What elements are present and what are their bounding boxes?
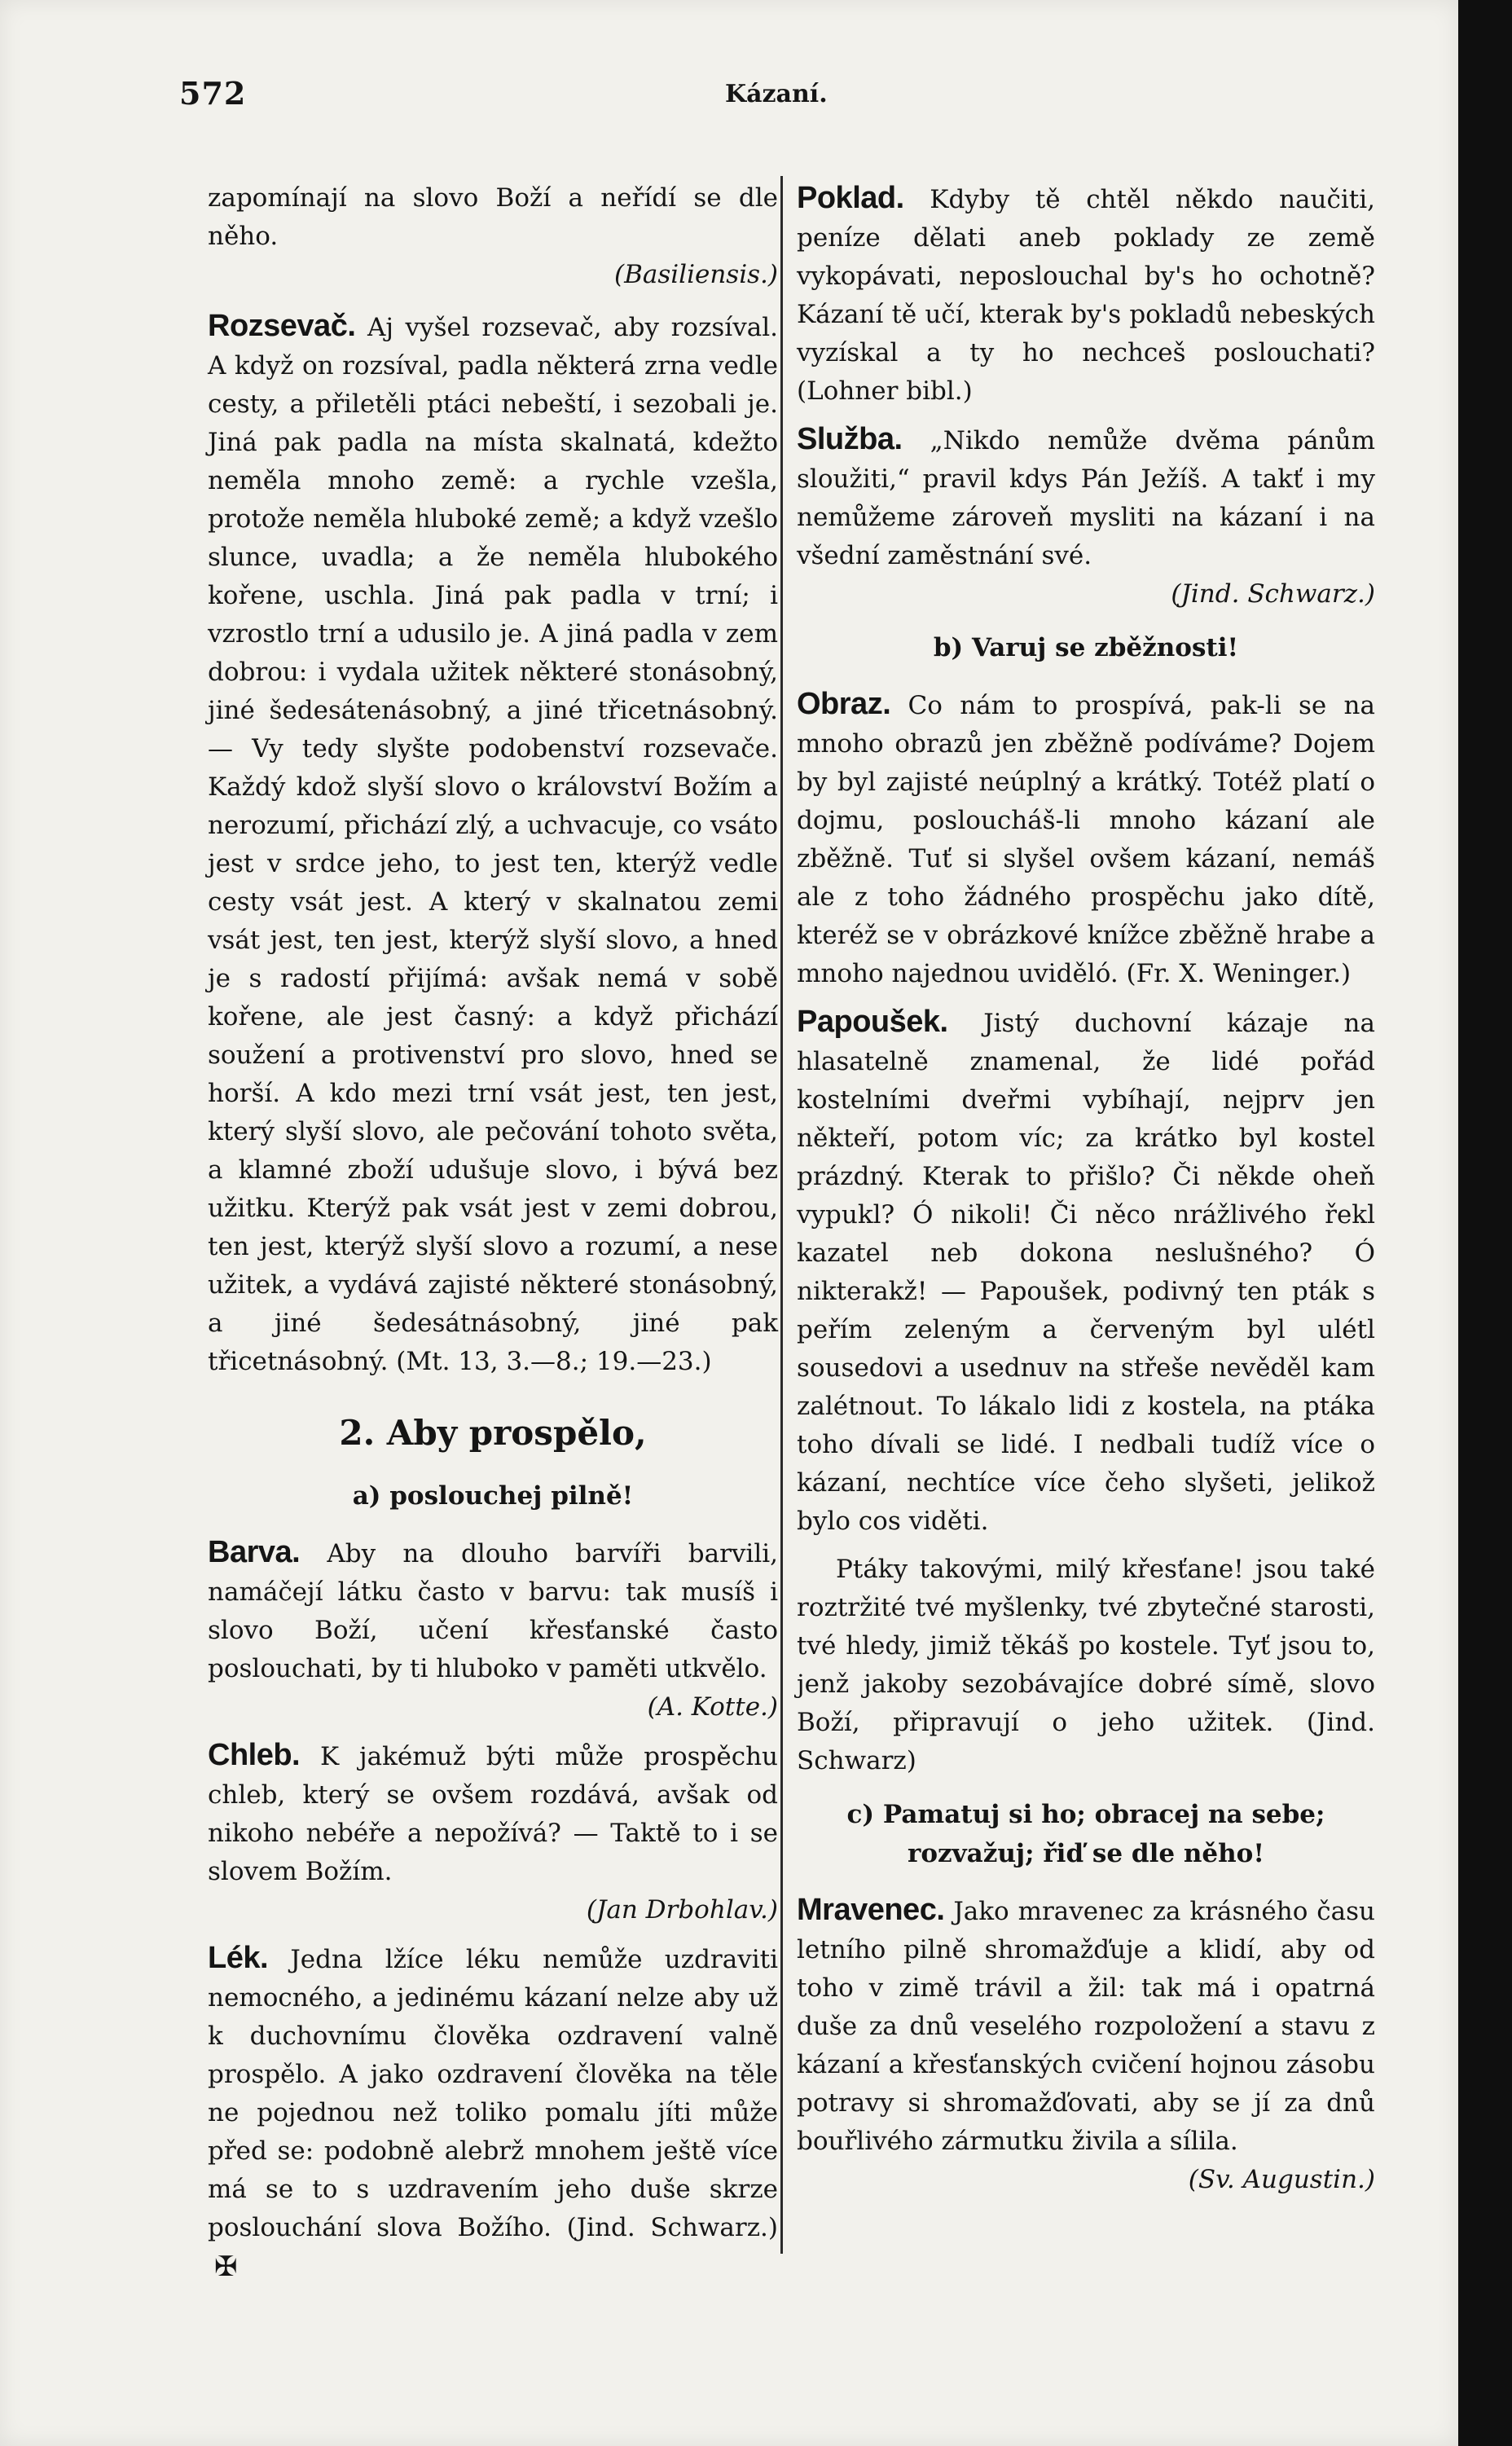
right-column: [797, 179, 1375, 2209]
headword-rozsevac: Rozsevač.: [208, 309, 356, 343]
printer-ornament-icon: ✠: [214, 2250, 238, 2283]
subheading-c: c) Pamatuj si ho; obracej na sebe; rozvažuj; řiď se dle něho!: [846, 1800, 1325, 1868]
entry-mravenec: [797, 1891, 1375, 2199]
entry-chleb: [208, 1736, 778, 1929]
page-number: 572: [179, 75, 247, 112]
entry-text-poklad: Kdyby tě chtěl někdo naučiti, peníze dělati aneb poklady ze země vykopávati, neposlouchal by's ho ochotně? Kázaní tě učí, kterak by's pokladů nebeských vyzískal a ty ho nechceš poslouchati?: [797, 185, 1375, 367]
headword-mravenec: Mravenec.: [797, 1893, 945, 1927]
subheading-b: b) Varuj se zběžnosti!: [933, 633, 1239, 662]
entry-source-mravenec: (Sv. Augustin.): [1188, 2165, 1375, 2194]
entry-source-lek: (Jind. Schwarz.): [566, 2213, 779, 2242]
entry-text-ptaky: Ptáky takovými, milý křesťane! jsou také roztržité tvé myšlenky, tvé zbytečné starosti, tvé hledy, jimiž těkáš po kostele. Tyť jsou to, jenž jakoby sezobávajíce dobré símě, slovo Boží, připravují o jeho užitek.: [797, 1555, 1375, 1737]
entry-obraz: [797, 685, 1375, 993]
entry-sluzba: [797, 420, 1375, 614]
headword-chleb: Chleb.: [208, 1738, 301, 1772]
entry-text-lek: Jedna lžíce léku nemůže uzdraviti nemocného, a jedinému kázaní nelze aby už k duchovnímu člověka ozdravení valně prospělo. A jako ozdravení člověka na těle ne pojednou než toliko pomalu jíti může před se: podobně alebrž mnohem ještě více má se to s uzdravením jeho duše skrze poslouchání slova Božího.: [208, 1945, 779, 2242]
entry-text-mravenec: Jako mravenec za krásného času letního pilně shromažďuje a klidí, aby od toho v zimě trávil a žil: tak má i opatrná duše za dnů veselého rozpoložení a stavu z kázaní a křesťanských cvičení hojnou zásobu potravy si shromažďovati, aby se jí za dnů bouřlivého zármutku živila a sílila.: [797, 1897, 1376, 2156]
entry-text-papousek: Jistý duchovní kázaje na hlasatelně znamenal, že lidé pořád kostelními dveřmi vybíhají, nejprv jen někteří, potom víc; za krátko byl kostel prázdný. Kterak to přišlo? Či někde oheň vypukl? Ó nikoli! Či něco nrážlivého řekl kazatel neb dokona neslušného? Ó nikterakž! — Papoušek, podivný ten pták s peřím zeleným a červeným byl ulétl sousedovi a usednuv na střeše nevěděl kam zalétnout. To lákalo lidi z kostela, na ptáka toho dívali se lidé. I nedbali tudíž více o kázaní, nechtíce více čeho slyšeti, jelikož bylo cos viděti.: [797, 1009, 1376, 1536]
entry-text-obraz: Co nám to prospívá, pak-li se na mnoho obrazů jen zběžně podíváme? Dojem by byl zajisté neúplný a krátký. Totéž platí o dojmu, posloucháš-li mnoho kázaní ale zběžně. Tuť si slyšel ovšem kázaní, nemáš ale z toho žádného prospěchu jako dítě, kteréž se v obrázkové knížce zběžně hrabe a mnoho najednou uviděló.: [797, 691, 1376, 988]
entry-lek: [208, 1939, 778, 2286]
continuation-paragraph: [208, 179, 778, 294]
subheading-a: a) poslouchej pilně!: [352, 1481, 634, 1511]
entry-source-chleb: (Jan Drbohlav.): [586, 1895, 778, 1925]
headword-sluzba: Služba.: [797, 422, 903, 456]
entry-poklad: [797, 179, 1375, 411]
continuation-text: zapomínají na slovo Boží a neřídí se dle něho.: [208, 183, 778, 251]
entry-text-sluzba: „Nikdo nemůže dvěma pánům sloužiti,“ pravil kdys Pán Ježíš. A takť i my nemůžeme zároveň mysliti na kázaní i na všední zaměstnání své.: [797, 426, 1375, 570]
column-separator: [780, 176, 783, 2254]
headword-lek: Lék.: [208, 1941, 269, 1975]
left-column: [208, 179, 778, 2296]
dark-page-edge: [1458, 0, 1512, 2446]
entry-text-barva: Aby na dlouho barvíři barvili, namáčejí látku často v barvu: tak musíš i slovo Boží, učení křesťanské často poslouchati, by ti hluboko v paměti utkvělo.: [208, 1539, 779, 1683]
entry-rozsevac: [208, 307, 778, 1381]
entry-papousek: [797, 1003, 1375, 1541]
headword-papousek: Papoušek.: [797, 1005, 948, 1039]
entry-source-ptaky: (Jind. Schwarz): [797, 1708, 1375, 1775]
headword-barva: Barva.: [208, 1535, 301, 1569]
section-title: 2. Aby prospělo,: [339, 1413, 647, 1453]
headword-obraz: Obraz.: [797, 687, 891, 721]
running-head: Kázaní.: [725, 80, 828, 108]
entry-ptaky: [797, 1551, 1375, 1780]
entry-source-barva: (A. Kotte.): [647, 1692, 778, 1722]
entry-source-obraz: (Fr. X. Weninger.): [1126, 959, 1352, 988]
entry-text-rozsevac: Aj vyšel rozsevač, aby rozsíval. A když on rozsíval, padla některá zrna vedle cesty, a přiletěli ptáci nebeští, i sezobali je. Jiná pak padla na místa skalnatá, kdežto neměla mnoho země: a rychle vzešla, protože neměla hluboké země; a když vzešlo slunce, uvadla; a že neměla hlubokého kořene, uschla. Jiná pak padla v trní; i vzrostlo trní a udusilo je. A jiná padla v zem dobrou: i vydala užitek některé stonásobný, jiné šedesátenásobný, a jiné třicetnásobný. — Vy tedy slyšte podobenství rozsevače. Každý kdož slyší slovo o království Božím a nerozumí, přichází zlý, a uchvacuje, co vsáto jest v srdce jeho, to jest ten, kterýž vedle cesty vsát jest. A který v skalnatou zemi vsát jest, ten jest, kterýž slyší slovo, a hned je s radostí přijímá: avšak nemá v sobě kořene, ale jest časný: a když přichází soužení a protivenství pro slovo, hned se horší. A kdo mezi trní vsát jest, ten jest, který slyší slovo, ale pečování tohoto světa, a klamné zboží udušuje slovo, i bývá bez užitku. Kterýž pak vsát jest v zemi dobrou, ten jest, kterýž slyší slovo a rozumí, a nese užitek, a vydává zajisté některé stonásobný, a jiné šedesátnásobný, jiné pak třicetnásobný.: [208, 313, 778, 1376]
headword-poklad: Poklad.: [797, 181, 904, 215]
entry-source-poklad: (Lohner bibl.): [797, 376, 973, 406]
entry-source-sluzba: (Jind. Schwarz.): [1171, 579, 1375, 609]
entry-source-rozsevac: (Mt. 13, 3.—8.; 19.—23.): [396, 1347, 712, 1376]
entry-text-chleb: K jakémuž býti může prospěchu chleb, který se ovšem rozdává, avšak od nikoho nebéře a nepožívá? — Taktě to i se slovem Božím.: [208, 1742, 779, 1886]
continuation-source: (Basiliensis.): [613, 260, 778, 289]
entry-barva: [208, 1533, 778, 1727]
